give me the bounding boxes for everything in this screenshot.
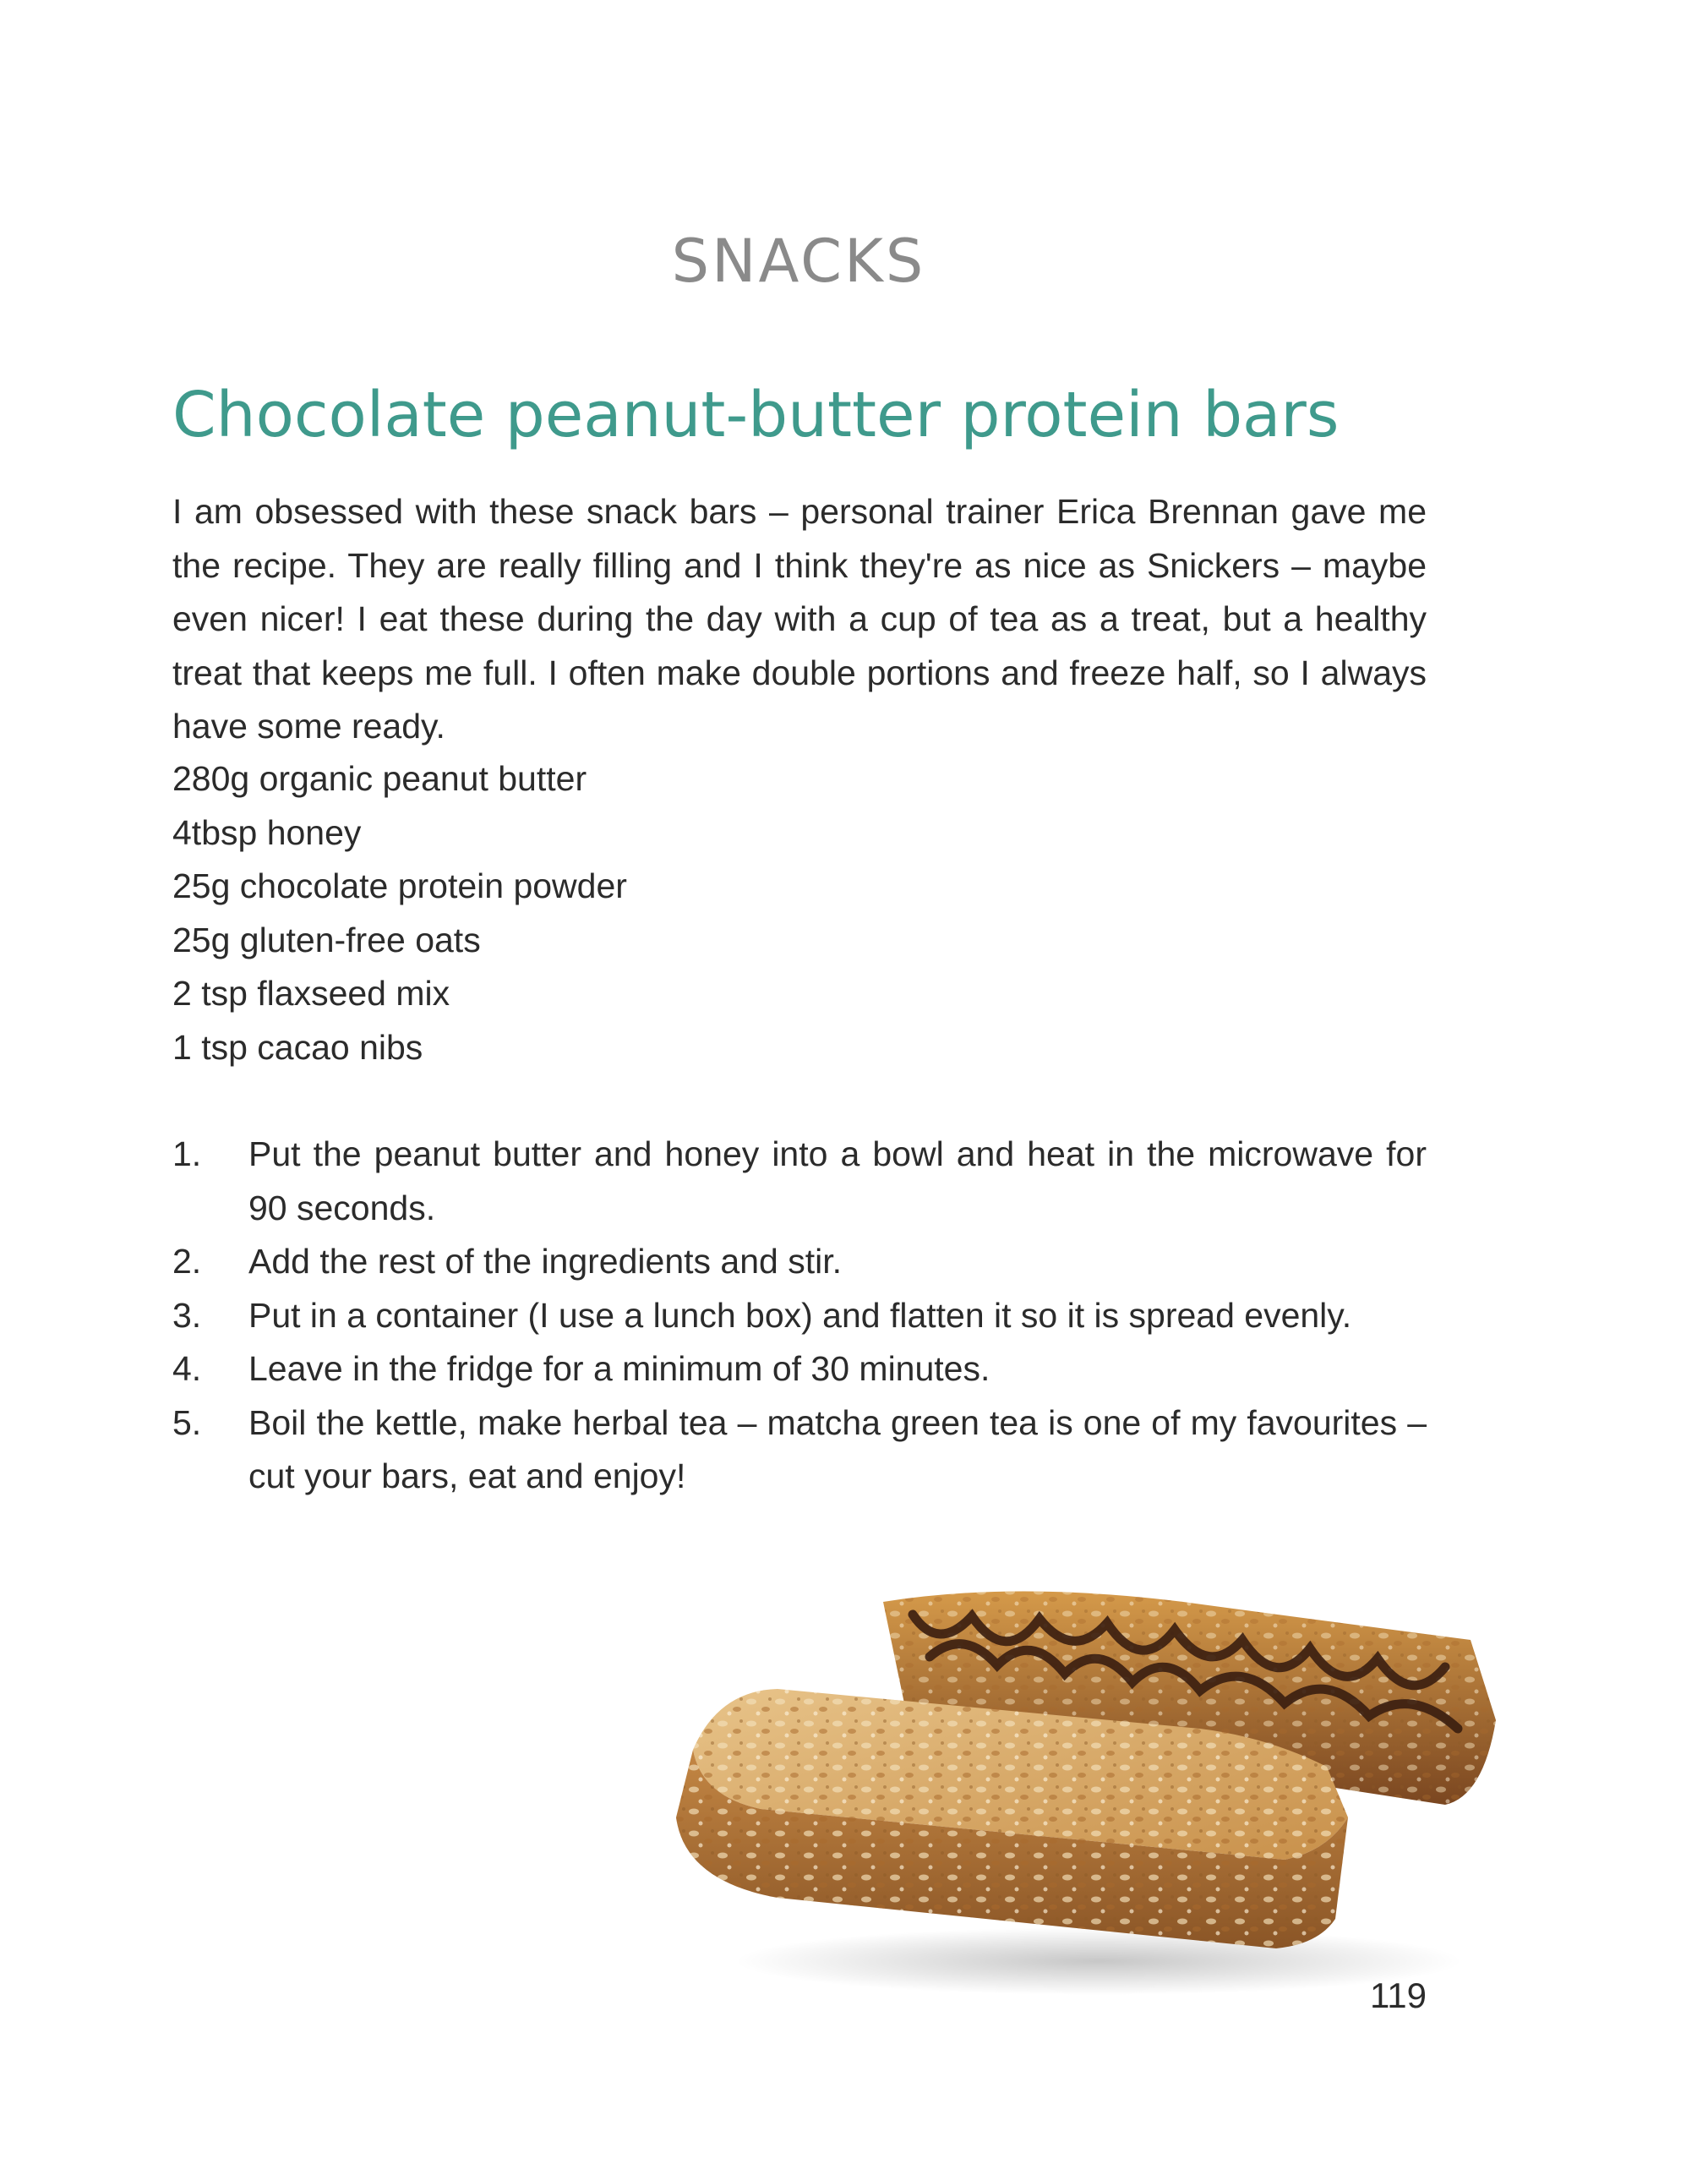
protein-bars-photo	[659, 1564, 1504, 2003]
recipe-title: Chocolate peanut-butter protein bars	[172, 379, 1340, 451]
step-text: Add the rest of the ingredients and stir.	[248, 1242, 842, 1281]
step-item	[172, 1289, 1427, 1343]
step-number: 5.	[172, 1402, 202, 1442]
step-text: Put the peanut butter and honey into a bowl and heat in the microwave for 90 seconds.	[248, 1134, 1427, 1227]
section-title: SNACKS	[671, 227, 926, 296]
page-number: 119	[1370, 1975, 1427, 2015]
ingredient-item: 4tbsp honey	[172, 812, 362, 852]
ingredient-item: 280g organic peanut butter	[172, 759, 587, 798]
ingredient-list	[172, 752, 627, 1074]
ingredient-item: 2 tsp flaxseed mix	[172, 974, 450, 1013]
step-number: 3.	[172, 1295, 202, 1335]
step-item	[172, 1342, 1427, 1396]
ingredient-item: 25g chocolate protein powder	[172, 866, 627, 905]
recipe-intro: I am obsessed with these snack bars – personal trainer Erica Brennan gave me the recipe. They are really filling and I think they're as nice as Snickers – maybe even nicer! I eat these during the day with a cup of tea as a treat, but a healthy treat that keeps me full. I often make double portions and freeze half, so I always have some ready.	[172, 492, 1427, 746]
step-item	[172, 1396, 1427, 1504]
ingredient-item: 25g gluten-free oats	[172, 920, 481, 959]
ingredient-item: 1 tsp cacao nibs	[172, 1027, 423, 1067]
step-text: Leave in the fridge for a minimum of 30 minutes.	[248, 1349, 990, 1388]
step-number: 2.	[172, 1242, 202, 1281]
step-item	[172, 1235, 1427, 1289]
step-number: 4.	[172, 1349, 202, 1388]
method-steps	[172, 1128, 1427, 1504]
step-number: 1.	[172, 1134, 202, 1173]
step-text: Boil the kettle, make herbal tea – matcha green tea is one of my favourites – cut your bars, eat and enjoy!	[248, 1402, 1427, 1495]
step-text: Put in a container (I use a lunch box) and flatten it so it is spread evenly.	[248, 1295, 1352, 1335]
step-item	[172, 1128, 1427, 1235]
